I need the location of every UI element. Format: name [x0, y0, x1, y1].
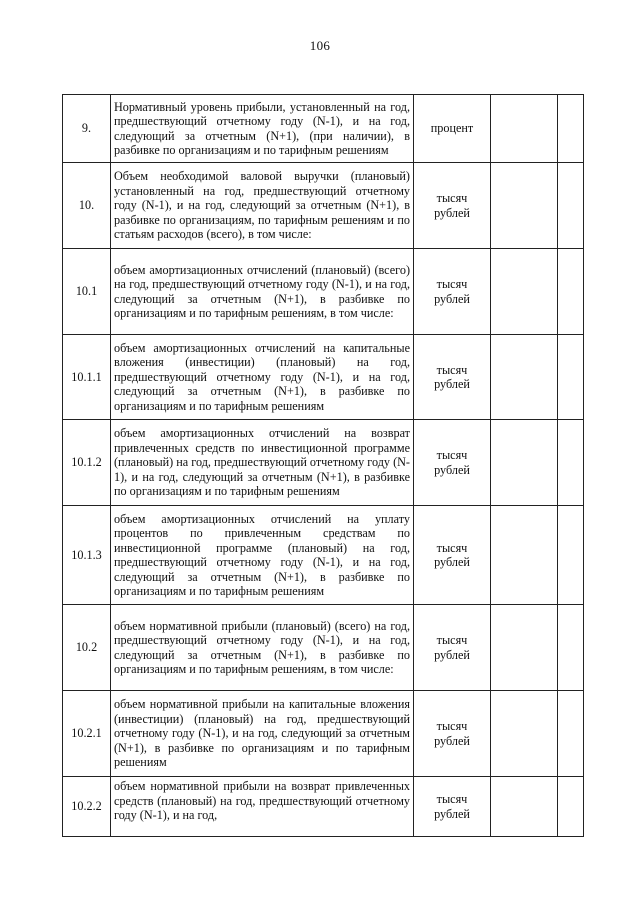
unit-label: тысяч рублей: [434, 277, 470, 306]
row-description: объем амортизационных отчислений на уплату процентов по привлеченным средствам по инвестиционной программе (плановый) на год, предшествующий отчетному году (N-1), и на год, следующий за отчетным (N+1), в разбивке по организациям и по тарифным решениям: [111, 506, 414, 605]
empty-cell: [558, 335, 584, 420]
unit-label: тысяч рублей: [434, 362, 470, 391]
row-number: 10.2.2: [63, 777, 111, 837]
row-description: Объем необходимой валовой выручки (плановый) установленный на год, предшествующий отчетному году (N-1), и на год, следующий за отчетным (N+1), в разбивке по организациям, по тарифным решениям и по статьям расходов (всего), в том числе:: [111, 163, 414, 249]
row-number: 10.2: [63, 605, 111, 691]
table-row: [63, 605, 584, 691]
unit-label: тысяч рублей: [434, 540, 470, 569]
row-number: 10.2.1: [63, 691, 111, 777]
unit-label: тысяч рублей: [434, 633, 470, 662]
row-number: 10.1: [63, 249, 111, 335]
empty-cell: [558, 249, 584, 335]
unit-label: тысяч рублей: [434, 792, 470, 821]
row-unit: [414, 506, 491, 605]
table-row: [63, 420, 584, 506]
table-row: [63, 777, 584, 837]
empty-cell: [491, 777, 558, 837]
page-number: 106: [309, 38, 331, 53]
row-unit: [414, 335, 491, 420]
row-description: объем амортизационных отчислений (плановый) (всего) на год, предшествующий отчетному году (N-1), и на год, следующий за отчетным (N+1), в разбивке по организациям и по тарифным решениям, в том числе:: [111, 249, 414, 335]
unit-label: процент: [430, 121, 474, 136]
table-row: [63, 506, 584, 605]
empty-cell: [491, 420, 558, 506]
row-unit: [414, 605, 491, 691]
empty-cell: [491, 335, 558, 420]
empty-cell: [558, 777, 584, 837]
row-description: объем амортизационных отчислений на возврат привлеченных средств по инвестиционной программе (плановый) на год, предшествующий отчетному году (N-1), и на год, следующий за отчетным (N+1), в разбивке по организациям и по тарифным решениям: [111, 420, 414, 506]
table-row: [63, 335, 584, 420]
row-number: 10.1.1: [63, 335, 111, 420]
empty-cell: [491, 249, 558, 335]
empty-cell: [558, 605, 584, 691]
empty-cell: [491, 605, 558, 691]
empty-cell: [491, 163, 558, 249]
row-unit: [414, 691, 491, 777]
row-description: объем нормативной прибыли на капитальные вложения (инвестиции) (плановый) на год, предшествующий отчетному году (N-1), и на год, следующий за отчетным (N+1), в разбивке по организациям и по тарифным решениям: [111, 691, 414, 777]
row-unit: [414, 95, 491, 163]
empty-cell: [491, 691, 558, 777]
row-unit: [414, 163, 491, 249]
table-row: [63, 95, 584, 163]
row-unit: [414, 420, 491, 506]
requirements-table: [62, 94, 584, 837]
row-unit: [414, 777, 491, 837]
row-number: 10.1.2: [63, 420, 111, 506]
table-row: [63, 163, 584, 249]
empty-cell: [491, 506, 558, 605]
unit-label: тысяч рублей: [434, 448, 470, 477]
empty-cell: [558, 163, 584, 249]
row-number: 10.1.3: [63, 506, 111, 605]
table-row: [63, 691, 584, 777]
unit-label: тысяч рублей: [434, 719, 470, 748]
row-number: 9.: [63, 95, 111, 163]
empty-cell: [558, 691, 584, 777]
empty-cell: [558, 95, 584, 163]
table-row: [63, 249, 584, 335]
empty-cell: [558, 506, 584, 605]
row-number: 10.: [63, 163, 111, 249]
row-description: объем нормативной прибыли (плановый) (всего) на год, предшествующий отчетному году (N-1), и на год, следующий за отчетным (N+1), в разбивке по организациям и по тарифным решениям, в том числе:: [111, 605, 414, 691]
row-description: объем нормативной прибыли на возврат привлеченных средств (плановый) на год, предшествующий отчетному году (N-1), и на год,: [111, 777, 414, 837]
row-description: Нормативный уровень прибыли, установленный на год, предшествующий отчетному году (N-1), и на год, следующий за отчетным (N+1), (при наличии), в разбивке по организациям и по тарифным решениям: [111, 95, 414, 163]
empty-cell: [558, 420, 584, 506]
unit-label: тысяч рублей: [434, 191, 470, 220]
row-description: объем амортизационных отчислений на капитальные вложения (инвестиции) (плановый) на год, предшествующий отчетному году (N-1), и на год, следующий за отчетным (N+1), в разбивке по организациям и по тарифным решениям: [111, 335, 414, 420]
row-unit: [414, 249, 491, 335]
empty-cell: [491, 95, 558, 163]
